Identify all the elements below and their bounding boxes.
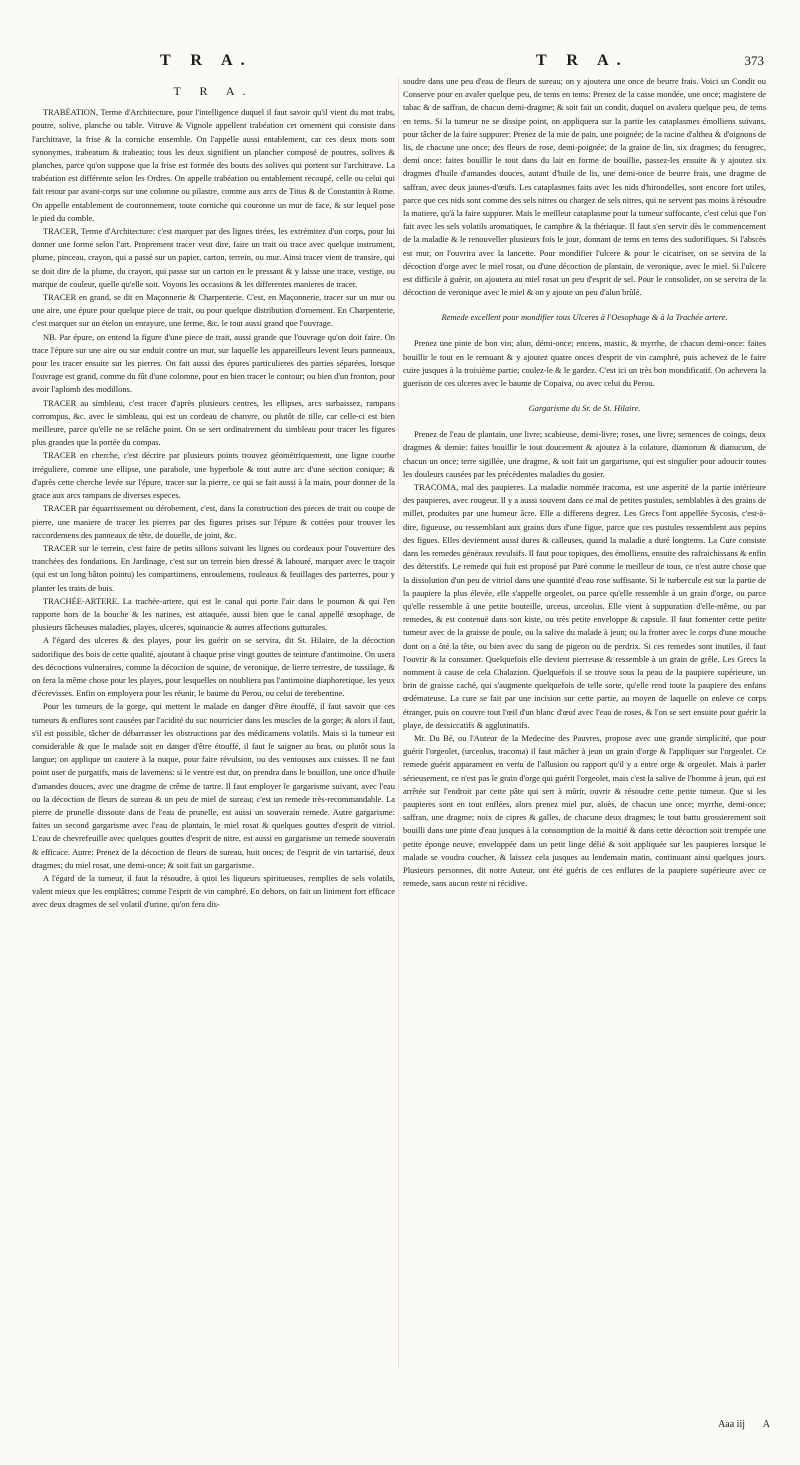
running-head-left: T R A. xyxy=(160,52,253,69)
entry-tracer-sur-le-terrein: TRACER sur le terrein, c'est faire de petits sillons suivant les lignes ou cordeaux pour l'ouverture des tranchées des fondations. En Jardinage, c'est sur un terrein bien dressé & labouré, marquer avec le traçoir (qui est un long bâton pointu) les compartimens, enroulemens, rouleaux & feuillages des parterres, pour y planter les traits de buis. xyxy=(32,542,395,593)
remedy-title: Remede excellent pour mondifier tous Ulceres à l'Oesophage & à la Trachée artere. xyxy=(441,312,728,323)
entry-tracoma: TRACOMA, mal des paupieres. La maladie nommée tracoma, est une asperité de la partie intérieure des paupieres, avec rougeur. Il y a aussi souvent dans ce mal de petites pustules, semblables à des grains de millet, produites par une humeur âcre. Elle a differens degrez. Les Grecs l'ont appellée Sycosis, c'est-à-dire, figueuse, ou ressemblant aux grains durs d'une figue, parce que ces pustules ressemblent aux pepins des figues. Elles deviennent aussi dures & calleuses, quand la maladie a duré longtems. La Cure consiste dans les remedes généraux revulsifs. Il faut pour topiques, des émolliens, ensuite des rafraichissans & enfin des déterstifs. Le remede qui fuit est proposé par Paré comme le meilleur de tous, ce n'est autre chose que la dissolution d'un peu de vitriol dans une quantité d'eau rose suffisante. Si le turbercule est sur la partie de la paupiere la plus élevée, elle s'appelle orgeolet, ou parce qu'elle ressemble à un grain d'orge, ou parce qu'elle ressemble à une petite bouteille, urceus, urceolus. Elle vient à suppuration d'elle-même, ou par remedes, & est contenuë dans son kiste, ou très petite enveloppe & capsule. Il faut fomenter cette petite tumeur avec de la graisse de poule, ou la salive du malade à jeun; ou la frotter avec le corps d'une mouche dont on a ôté la tête, ou bien avec du sang de pigeon ou de perdrix. Si ces remedes sont inutiles, il faut l'ouvrir & la consumer. Quelquefois elle devient pierreuse & ressemble à un grain de grêle. Les Grecs la nomment à cause de cela Chalazion. Quelquefois il se trouve sous la peau de la paupiere supérieure, un brin de graisse caché, qui s'augmente quelquefois de telle sorte, qu'elle rend toute la paupiere des enfans œdémateuse. La cure se fait par une incision sur cette partie, au moyen de laquelle on enleve ce corps étranger, puis on couvre tout l'œil d'un blanc d'œuf avec l'eau de roses, & l'on se sert ensuite pour guérir la playe, de dessiccatifs & agglutinatifs. xyxy=(403,482,766,730)
entry-tracer: TRACER, Terme d'Architecture: c'est marquer par des lignes tirées, les extrémitez d'un corps, pour lui donner une forme selon l'art. Proprement tracer veut dire, faire un trait ou trace avec quelque instrument, plume, pinceau, crayon, qui a passé sur un papier, carton, terrein, ou mur. Ainsi tracer vient de transire, qui se doit dire de la plume, du crayon, qui passe sur un carton en le pressant & y laisse une trace, vestige, ou marque de couleur, quelle qu'elle soit. Voyons les occasions & les differentes manieres de tracer. xyxy=(32,226,395,289)
entry-tracer-par-equarrissement: TRACER par équarrissement ou dérobement, c'est, dans la construction des pieces de trait ou coupe de pierre, une maniere de tracer les pierres par des figures prises sur l'épure & cottées pour trouver les raccordemens des panneaux de tête, de douelle, de joint, &c. xyxy=(32,503,395,540)
paragraph-remedy: Prenez une pinte de bon vin; alun, démi-once; encens, mastic, & myrrhe, de chacun demi-once: faites bouillir le tout en le remuant & y ajoutez quatre onces d'esprit de vin camphré, puis achevez de le faire cuire jusques à la troisième partie; coulez-le & le gardez. C'est ici un très bon mondificatif. On achevera la guerison de ces ulceres avec le baume de Copaiva, ou avec celui du Perou. xyxy=(403,338,766,389)
signature-mark: Aaa iij xyxy=(718,1419,745,1430)
paragraph-du-be: Mr. Du Bé, ou l'Auteur de la Medecine des Pauvres, propose avec une grande simplicité, que pour guérir l'orgeolet, (urceolus, tracoma) il faut mâcher à jeun un grain d'orge & l'appliquer sur l'orgeolet. Ce remede guérit apparament en vertu de l'allusion ou rapport qu'il y a entre orge & orgeolet. Mais à parler sérieusement, ce n'est pas le grain d'orge qui guérit l'orgeolet, mais c'est la salive de l'homme à jeun, qui est arrêtée sur l'endroit par cette pâte qui sert à mûrir, ouvrir & résoudre cette petite tumeur. Que si les paupieres sont en tout enflées, alors prenez miel pur, aloès, de chacun une once; myrrhe, demi-once; saffran, une dragme; noix de cipres & galles, de chacune deux dragmes; le tout battu grossierement soit bouilli dans une pinte d'eau jusques à la consomption de la moitié & dans cette décoction soit trempée une petite éponge neuve, enveloppée dans un petit linge délié & soit appliquée sur les paupieres lorsque le malade se voudra coucher, & laissez cela jusques au lendemain matin, continuant ainsi quelques jours. Plusieurs personnes, dit notre Auteur, ont été guéris de ces enflures de la paupiere supérieure avec ce remede, sans aucun reste ni récidive. xyxy=(403,732,766,889)
entry-trabeation: TRABÉATION, Terme d'Architecture, pour l'intelligence duquel il faut savoir qu'il vient du mot trabs, poutre, solive, planche ou table. Vitruve & Vignole appellent trabéation cet ornement qui consiste dans l'architrave, la frise & la corniche ensemble. On l'appelle aussi entablement, car ces deux mots sont synonymes, trabeatum & trabeatio; tous les deux signifient un plancher composé de poutres, solives & planches, parce qu'on suppose que la frise est formée des bouts des solives qui portent sur l'architrave. La trabéation est différente selon les Ordres. On appelle trabéation ou entablement recoupé, celle ou celui qui fait retour par avant-corps sur une colomne ou pilastre, comme aux arcs de Titus & de Constantin à Rome. On appelle entablement de couronnement, toute corniche qui couronne un mur de face, & sur lequel pose le pied du comble. xyxy=(32,107,395,223)
section-title: T R A. xyxy=(173,84,254,98)
catchword: A xyxy=(762,1419,770,1430)
paragraph-resoudre-tumeur: A l'égard de la tumeur, il faut la résoudre, à quoi les liqueurs spiritueuses, remplies de sels volatils, valent mieux que les emplâtres; comme l'esprit de vin camphré. En dehors, on fait un liniment fort efficace avec deux dragmes de sel volatil d'urine, qu'on fera dis- xyxy=(32,872,395,910)
running-head-right: T R A. xyxy=(536,52,629,69)
right-column xyxy=(403,75,766,890)
entry-trachee-artere: TRACHÉE-ARTERE. La trachée-artere, qui est le canal qui porte l'air dans le poumon & qui l'en rapporte hors de la bouche & les narines, est attaquée, aussi bien que le canal appellé œsophage, de plusieurs fâcheuses maladies, playes, ulceres, squinancie & autres affections gutturales. xyxy=(32,595,395,633)
entry-epure-note: NB. Par épure, on entend la figure d'une piece de trait, aussi grande que l'ouvrage qu'on doit faire. On trace l'épure sur une aire ou sur enduit contre un mur, sur laquelle les appareilleurs levent leurs panneaux, pour les tracer ensuite sur les pierres. On fait aussi des épures particulieres des parties séparées, lorsque l'ouvrage est grand, comme du fût d'une colomne, pour en bien tracer le contour; ou bien d'un fronton, pour avoir l'aplomb des modillons. xyxy=(32,331,395,395)
paragraph-tumeurs-gorge: Pour les tumeurs de la gorge, qui mettent le malade en danger d'être étouffé, il faut savoir que ces tumeurs & enflures sont causées par l'acidité du suc nourricier dans les muscles de la gorge; & alors il faut, s'il est possible, tâcher de débarrasser les obstructions par des médicamens volatils. Mais si la tumeur est considerable & que le malade soit en danger d'être étouffé, il faut le saigner au bras, ou plutôt sous la langue; on applique un cautere à la nuque, pour faire révulsion, ou des ventouses aux cuisses. Il ne faut point user de purgatifs, mais de lavemens: si le ventre est dur, on prendra dans le bouillon, une once d'huile d'amandes douces, avec une dragme de crême de tartre. Il faut employer le gargarisme suivant, avec l'eau ou la décoction de fleurs de sureau & un peu de miel de sureau; c'est un remede très-recommandable. La pierre de prunelle dissoute dans de l'eau de prunelle, est aussi un souverain remede. Autre gargarisme: faites un second gargarisme avec l'eau de plantain, le miel rosat & quelques gouttes d'esprit de vitriol. L'eau de chevrefeuille avec quelques gouttes d'esprit de nitre, est aussi en gargarisme un remede souverain & efficace. Autre: Prenez de la décoction de fleurs de sureau, huit onces; de l'esprit de vin tartarisé, deux dragmes; du miel rosat, une demi-once; & soit fait un gargarisme. xyxy=(32,701,395,870)
paragraph-ulceres-playes: A l'égard des ulceres & des playes, pour les guérir on se servira, dit St. Hilaire, de la décoction sudorifique des bois de cette qualité, ajoutant à chaque prise vingt gouttes de teinture d'antimoine. On usera des décoctions vulneraires, comme la décoction de squine, de veronique, de lierre terrestre, de tussilage, & on fera la même chose pour les playes, pour lesquelles on noubliera pas l'antimoine diaphoretique, les yeux d'écrevisses. Enfin on employera pour les réunir, le baume du Perou, ou celui de terebentine. xyxy=(32,635,395,699)
paragraph-gargarisme: Prenez de l'eau de plantain, une livre; scabieuse, demi-livre; roses, une livre; semences de coings, deux dragmes & demie: faites bouillir le tout doucement & ajoutez à la colature, diamorum & dianucum, de chacun un once; terre sigillée, une dragme, & soit fait un gargarisme, qui est singulier pour adoucir toutes les douleurs causées par les précédentes maladies du gosier. xyxy=(403,429,766,479)
paragraph-continuation: soudre dans une peu d'eau de fleurs de sureau; on y ajoutera une once de beurre frais. Voici un Condit ou Conserve pour en avaler quelque peu, de tems en tems: Prenez de la casse mondée, une once; magistere de tabac & de saffran, de chacun demi-dragme; & soit fait un condit, duquel on avalera quelque peu, de tems en tems. Si la tumeur ne se dissipe point, on appliquera sur la partie les cataplasmes émolliens suivans, pour tâcher de la faire suppurer: Prenez de la mie de pain, une poignée; de la racine d'althea & d'oignons de lis, de chacune une once; des fleurs de rose, demi-poignée; de la graine de lin, six dragmes; du fenugrec, demi once: faites bouillir le tout dans du lait en forme de bouillie, passez-les ensuite & y ajoutez six dragmes d'huile d'amandes douces, autant d'huile de lis, une demi-once de beurre frais, une dragme de saffran, avec deux jaunes-d'œufs. Les cataplasmes faits avec les nids d'hirondelles, sont encore fort utiles, parce que ces nids sont comme des sels nitres ou chargez de sels nitres, qui ne servent pas moins à résoudre la matiere, qu'à la faire suppurer. Mais le meilleur cataplasme pour la tumeur suffocante, c'est celui que l'on fait avec les sels volatils aromatiques, le camphre & la thériaque. Il faut s'en servir dès le commencement de la maladie & le renouveller plusieurs fois le jour, donnant de tems en tems des sudorifiques. Si l'abscès est mur, on l'ouvrira avec la lancette. Pour mondifier l'ulcere & pour le cicatriser, on se servira de la décoction d'orge avec le miel rosat, ou d'une décoction de plantain, de veronique, avec le miel. Si l'ulcere est difficile à guérir, on ajoutera au miel rosat un peu d'esprit de sel. Pour le consolider, on se servira de la décoction de veronique avec le miel & on y ajoute un peu d'alun brûlé. xyxy=(403,76,766,298)
column-divider xyxy=(398,78,399,1368)
gargarisme-title: Gargarisme du Sr. de St. Hilaire. xyxy=(528,403,641,414)
page-number: 373 xyxy=(744,53,764,68)
entry-tracer-en-cherche: TRACER en cherche, c'est décrire par plusieurs points trouvez géométriquement, une ligne courbe irréguliere, comme une ellipse, une parabole, une hyperbole & tout autre arc d'une section conique; & d'après cette cherche levée sur l'épure, tracer sur la pierre, ce qui se fait aussi à la main, pour donner de la grace aux arcs rampans de diverses especes. xyxy=(32,450,395,501)
left-column xyxy=(32,75,395,912)
entry-tracer-en-grand: TRACER en grand, se dit en Maçonnerie & Charpenterie. C'est, en Maçonnerie, tracer sur un mur ou une aire, une épure pour quelque piece de trait, ou pour quelque distribution d'ornement. En Charpenterie, c'est marquer sur un ételon un enrayure, une ferme, &c. le tout aussi grand que l'ouvrage. xyxy=(32,292,395,329)
entry-tracer-au-simbleau: TRACER au simbleau, c'est tracer d'après plusieurs centres, les ellipses, arcs surbaissez, rampans corrompus, &c. avec le simbleau, qui est un cordeau de chanvre, ou plutôt de tille, car celle-ci est bien meilleure, parce qu'elle ne se relâche point. On se sert ordinairement du simbleau pour tracer les figures plus grandes que la portée du compas. xyxy=(32,397,395,448)
